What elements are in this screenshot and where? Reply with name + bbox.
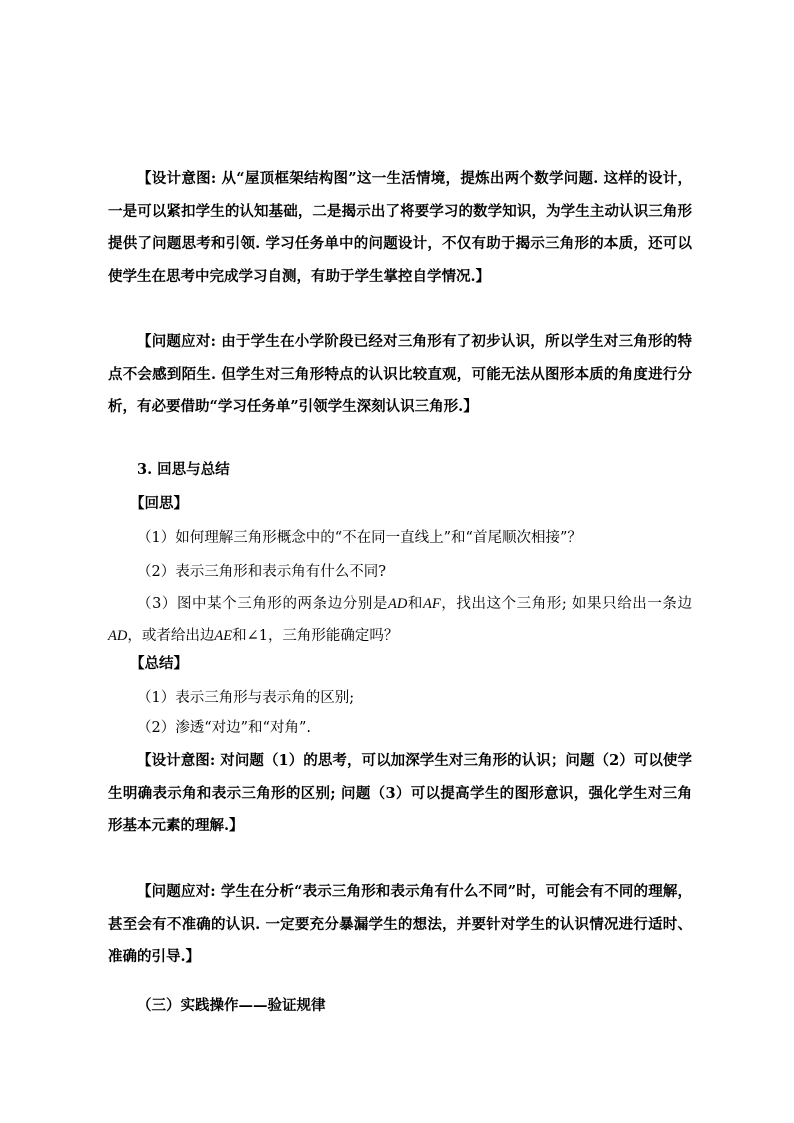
- q3-angle-1: ∠1: [246, 628, 268, 644]
- design-intent-paragraph-2: 【设计意图: 对问题（1）的思考，可以加深学生对三角形的认识；问题（2）可以使学生明确表示角和表示三角形的区别; 问题（3）可以提高学生的图形意识，强化学生对三角形基本元素的理解.】: [108, 752, 692, 834]
- q3-segment-ae: AE: [214, 628, 233, 644]
- q3-segment-ad-2: AD: [108, 628, 128, 644]
- reflection-question-1: （1）如何理解三角形概念中的“不在同一直线上”和“首尾顺次相接”？: [137, 530, 582, 546]
- reflection-question-2: （2）表示三角形和表示角有什么不同?: [137, 564, 386, 580]
- section-heading-practice: （三）实践操作——验证规律: [137, 997, 326, 1014]
- summary-label: 【总结】: [130, 655, 188, 672]
- problem-response-paragraph-1: 【问题应对: 由于学生在小学阶段已经对三角形有了初步认识，所以学生对三角形的特点不会感到陌生. 但学生对三角形特点的认识比较直观，可能无法从图形本质的角度进行分析，有必要借助“学习任务单”引领学生深刻认识三角形.】: [108, 333, 692, 415]
- q3-text-and-2: 和: [232, 628, 247, 644]
- reflection-question-3: [108, 588, 692, 652]
- q3-segment-af: AF: [423, 596, 441, 612]
- section-heading-reflection-summary: 3. 回思与总结: [137, 461, 230, 478]
- q3-text-b: ，找出这个三角形; 如果只给出一条边: [440, 596, 693, 612]
- q3-text-a: （3）图中某个三角形的两条边分别是: [137, 596, 389, 612]
- summary-item-2: （2）渗透“对边”和“对角”.: [137, 720, 311, 736]
- q3-text-d: ，三角形能确定吗？: [267, 628, 399, 644]
- summary-item-1: （1）表示三角形与表示角的区别;: [137, 690, 355, 706]
- q3-text-c: ，或者给出边: [127, 628, 215, 644]
- design-intent-paragraph-1: 【设计意图: 从“屋顶框架结构图”这一生活情境，提炼出两个数学问题. 这样的设计，一是可以紧扣学生的认知基础，二是揭示出了将要学习的数学知识，为学生主动认识三角形提供了问题思考和引领. 学习任务单中的问题设计，不仅有助于揭示三角形的本质，还可以使学生在思考中完成学习自测，有助于学生掌控自学情况.】: [108, 170, 692, 285]
- q3-text-and: 和: [407, 596, 424, 612]
- reflection-label: 【回思】: [130, 495, 188, 512]
- q3-segment-ad: AD: [388, 596, 408, 612]
- problem-response-paragraph-2: 【问题应对: 学生在分析“表示三角形和表示角有什么不同”时，可能会有不同的理解，甚至会有不准确的认识. 一定要充分暴漏学生的想法，并要针对学生的认识情况进行适时、准确的引导.】: [108, 883, 692, 965]
